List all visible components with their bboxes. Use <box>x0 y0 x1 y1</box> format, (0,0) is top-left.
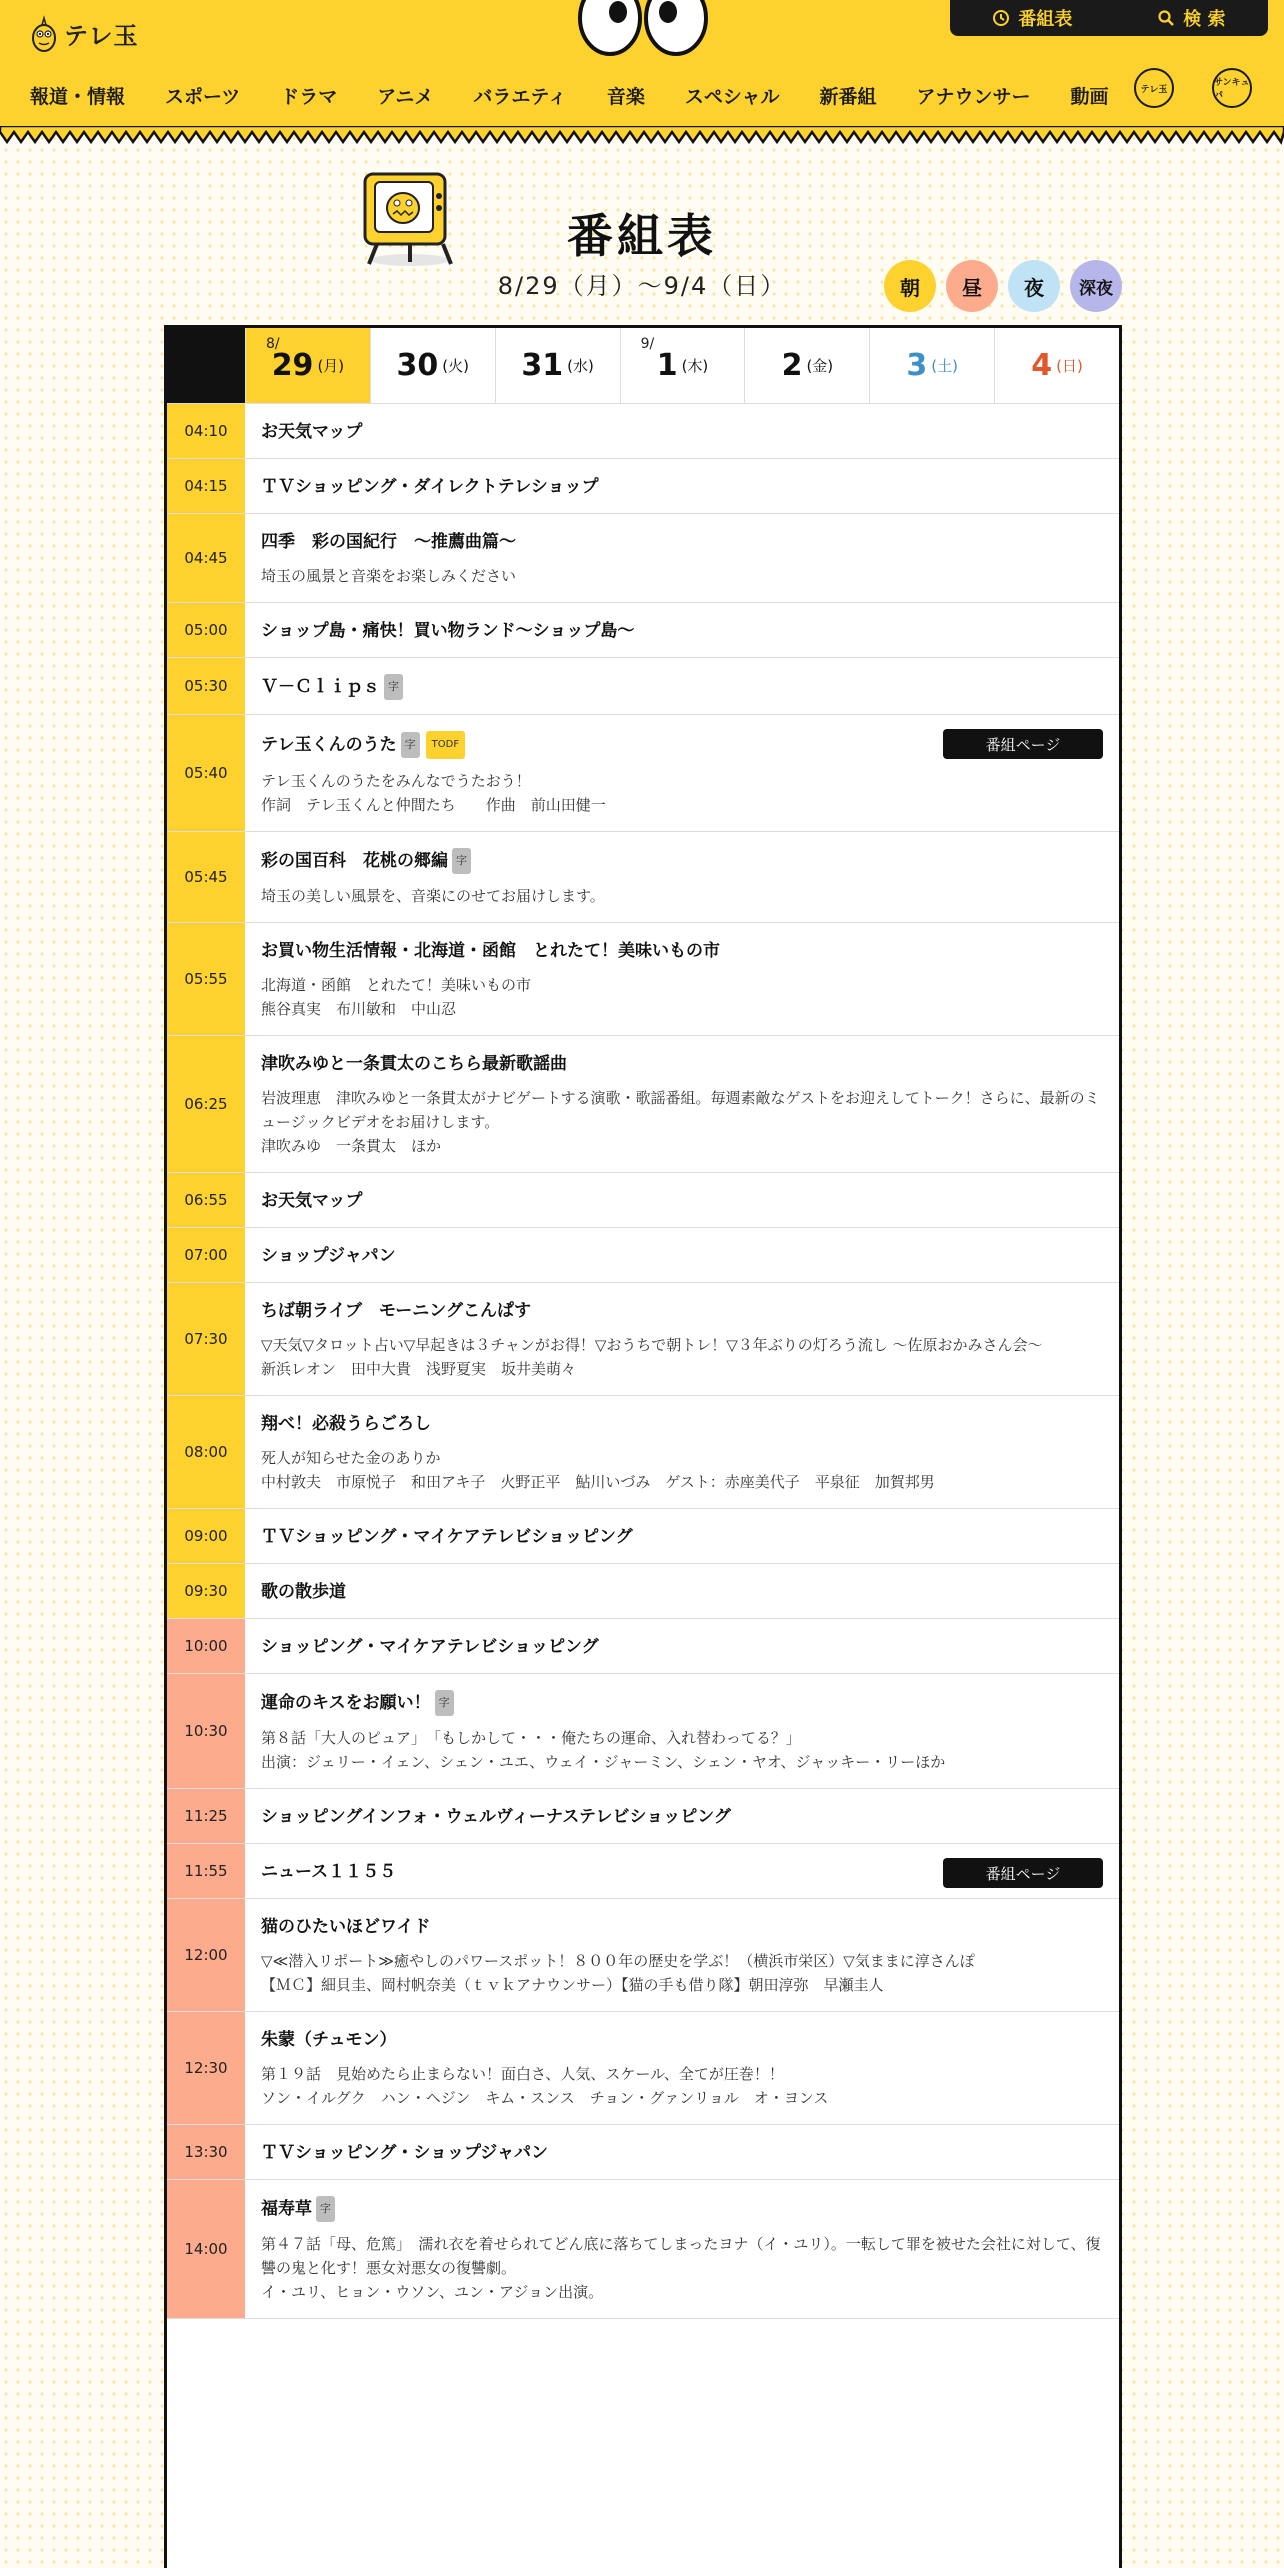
subtitle-badge: 字 <box>452 848 471 874</box>
nav-item-news[interactable]: 報道・情報 <box>30 86 126 108</box>
subtitle-badge: 字 <box>435 1690 454 1716</box>
program-row <box>167 1899 1119 2012</box>
program-list <box>167 404 1119 2319</box>
date-day: 1 <box>656 348 678 383</box>
program-row <box>167 404 1119 459</box>
subtitle-badge: 字 <box>401 732 420 758</box>
program-title[interactable]: お買い物生活情報・北海道・函館 とれたて！美味いもの市 <box>261 941 720 961</box>
program-time: 05:30 <box>167 658 245 714</box>
program-description: 北海道・函館 とれたて！美味いもの市 <box>261 976 532 994</box>
program-time: 06:25 <box>167 1036 245 1172</box>
nav-item-sports[interactable]: スポーツ <box>165 86 241 108</box>
filter-night[interactable]: 夜 <box>1008 260 1060 312</box>
program-time: 04:15 <box>167 459 245 513</box>
program-row <box>167 2125 1119 2180</box>
sankyupa-label: サンキュパ <box>1214 78 1250 101</box>
program-title-line <box>261 939 1103 963</box>
program-cell[interactable] <box>245 658 1119 714</box>
tele-tama-mascot-icon <box>30 14 58 52</box>
date-tab[interactable] <box>994 328 1119 403</box>
program-cell[interactable] <box>245 1789 1119 1843</box>
program-time: 10:30 <box>167 1674 245 1788</box>
search-button-label: 検 索 <box>1183 9 1226 30</box>
date-day: 31 <box>521 348 564 383</box>
program-title-line <box>261 2028 1103 2052</box>
program-cell[interactable] <box>245 1396 1119 1508</box>
program-cell[interactable] <box>245 1899 1119 2011</box>
program-time: 09:30 <box>167 1564 245 1618</box>
search-icon <box>1157 9 1175 27</box>
program-cell[interactable] <box>245 1564 1119 1618</box>
header-zigzag-edge <box>0 126 1284 148</box>
program-row <box>167 1789 1119 1844</box>
program-row <box>167 1674 1119 1789</box>
program-time: 12:30 <box>167 2012 245 2124</box>
program-row <box>167 715 1119 832</box>
program-cell[interactable] <box>245 404 1119 458</box>
program-title-line <box>261 1244 1103 1268</box>
program-cell[interactable] <box>245 1674 1119 1788</box>
program-description: 死人が知らせた金のありか <box>261 1449 441 1467</box>
program-time: 07:00 <box>167 1228 245 1282</box>
date-day: 30 <box>396 348 439 383</box>
program-description: 埼玉の風景と音楽をお楽しみください <box>261 567 517 585</box>
program-row <box>167 459 1119 514</box>
todf-badge: TODF <box>426 731 465 759</box>
program-title[interactable]: 歌の散歩道 <box>261 1582 346 1602</box>
program-cell[interactable] <box>245 1173 1119 1227</box>
program-time: 05:45 <box>167 832 245 922</box>
program-cell[interactable] <box>245 514 1119 602</box>
program-time: 05:55 <box>167 923 245 1035</box>
program-title[interactable]: ＴＶショッピング・ダイレクトテレショップ <box>261 477 599 497</box>
program-description: 第１９話 見始めたら止まらない！面白さ、人気、スケール、全てが圧巻！！ <box>261 2065 784 2083</box>
program-row <box>167 1228 1119 1283</box>
program-cell[interactable] <box>245 459 1119 513</box>
logo-text: テレ玉 <box>64 21 139 50</box>
date-weekday: (水) <box>567 357 594 375</box>
program-title-line <box>261 1915 1103 1939</box>
program-time: 13:30 <box>167 2125 245 2179</box>
nav-item-music[interactable]: 音楽 <box>606 86 645 108</box>
date-tabs <box>167 328 1119 404</box>
program-title-line <box>261 1805 1103 1829</box>
program-row <box>167 1564 1119 1619</box>
program-cast: 熊谷真実 布川敏和 中山忍 <box>261 1000 457 1018</box>
date-tab[interactable] <box>495 328 620 403</box>
program-cell[interactable] <box>245 1509 1119 1563</box>
program-row <box>167 1173 1119 1228</box>
nav-item-special[interactable]: スペシャル <box>684 86 780 108</box>
program-title[interactable]: ＴＶショッピング・ショップジャパン <box>261 2143 548 2163</box>
program-row <box>167 658 1119 715</box>
program-cell[interactable] <box>245 2125 1119 2179</box>
program-title-line <box>261 1635 1103 1659</box>
program-title[interactable]: 福寿草 <box>261 2199 312 2219</box>
program-title[interactable]: ニュース１１５５ <box>261 1862 397 1882</box>
date-tab[interactable] <box>245 328 370 403</box>
filter-morning[interactable]: 朝 <box>884 260 936 312</box>
program-time: 12:00 <box>167 1899 245 2011</box>
program-time: 04:10 <box>167 404 245 458</box>
program-title[interactable]: ショッピング・マイケアテレビショッピング <box>261 1637 599 1657</box>
program-row <box>167 1844 1119 1899</box>
sankyupa-icon[interactable] <box>1212 68 1252 108</box>
program-description: 岩波理恵 津吹みゆと一条貫太がナビゲートする演歌・歌謡番組。毎週素敵なゲストをお迎えしてトーク！さらに、最新のミュージックビデオをお届けします。 <box>261 1089 1100 1131</box>
program-row <box>167 2180 1119 2319</box>
tele-tama-app-icon[interactable] <box>1134 68 1174 108</box>
program-description: ▽天気▽タロット占い▽早起きは３チャンがお得！▽おうちで朝トレ！▽３年ぶりの灯ろう流し ～佐原おかみさん会～ <box>261 1336 1043 1354</box>
subtitle-badge: 字 <box>316 2196 335 2222</box>
program-row <box>167 514 1119 603</box>
program-time: 14:00 <box>167 2180 245 2318</box>
program-title-line <box>261 2141 1103 2165</box>
program-cast: 新浜レオン 田中大貴 浅野夏実 坂井美萌々 <box>261 1360 577 1378</box>
program-title-line <box>261 1580 1103 1604</box>
program-time: 11:55 <box>167 1844 245 1898</box>
nav-item-new-programs[interactable]: 新番組 <box>819 86 877 108</box>
date-tab[interactable] <box>869 328 994 403</box>
program-title[interactable]: 津吹みゆと一条貫太のこちら最新歌謡曲 <box>261 1054 567 1074</box>
program-time: 08:00 <box>167 1396 245 1508</box>
program-title[interactable]: ショップジャパン <box>261 1246 396 1266</box>
date-month: 8/ <box>266 336 280 352</box>
program-title[interactable]: 翔べ！必殺うらごろし <box>261 1414 431 1434</box>
program-time: 11:25 <box>167 1789 245 1843</box>
program-row <box>167 1619 1119 1674</box>
program-description: ▽≪潜入リポート≫癒やしのパワースポット！８００年の歴史を学ぶ！（横浜市栄区）▽気ままに淳さんぽ <box>261 1952 975 1970</box>
program-cell[interactable] <box>245 1844 1119 1898</box>
filter-daytime[interactable]: 昼 <box>946 260 998 312</box>
program-time: 06:55 <box>167 1173 245 1227</box>
date-month: 9/ <box>640 336 655 352</box>
program-title-line <box>261 2196 1103 2222</box>
program-title-line <box>261 1052 1103 1076</box>
date-tab[interactable] <box>370 328 495 403</box>
nav-item-announcer[interactable]: アナウンサー <box>916 86 1031 108</box>
program-title[interactable]: 彩の国百科 花桃の郷編 <box>261 851 448 871</box>
mascot-eyes-icon <box>568 0 718 60</box>
date-weekday: (月) <box>317 357 345 375</box>
program-row <box>167 603 1119 658</box>
schedule-button[interactable] <box>992 5 1072 31</box>
program-description: 埼玉の美しい風景を、音楽にのせてお届けします。 <box>261 887 605 905</box>
program-description: 第８話「大人のピュア」 「もしかして・・・俺たちの運命、入れ替わってる？」 <box>261 1729 801 1747</box>
tele-tama-app-label: テレ玉 <box>1140 84 1168 95</box>
search-button[interactable] <box>1157 5 1225 31</box>
site-header <box>0 0 1284 132</box>
program-row <box>167 1396 1119 1509</box>
program-time: 05:00 <box>167 603 245 657</box>
date-day: 4 <box>1031 348 1053 383</box>
program-cell[interactable] <box>245 832 1119 922</box>
program-cell[interactable] <box>245 1036 1119 1172</box>
program-title-line <box>261 1299 1103 1323</box>
program-cast: 作詞 テレ玉くんと仲間たち 作曲 前山田健一 <box>261 796 606 814</box>
schedule-table <box>164 325 1122 2568</box>
program-title[interactable]: お天気マップ <box>261 422 363 442</box>
program-page-button[interactable]: 番組ページ <box>943 729 1103 759</box>
date-day: 3 <box>906 348 928 383</box>
program-cast: 【ＭＣ】細貝圭、岡村帆奈美（ｔｖｋアナウンサー）【猫の手も借り隊】朝田淳弥 早瀬圭人 <box>261 1976 884 1994</box>
program-title[interactable]: ショッピングインフォ・ウェルヴィーナステレビショッピング <box>261 1807 731 1827</box>
page-title: 番組表 <box>567 209 717 263</box>
program-time: 04:45 <box>167 514 245 602</box>
schedule-button-label: 番組表 <box>1018 9 1073 30</box>
program-title-line <box>261 1690 1103 1716</box>
program-title[interactable]: 四季 彩の国紀行 ～推薦曲篇～ <box>261 532 516 552</box>
nav-item-video[interactable]: 動画 <box>1070 86 1109 108</box>
date-weekday: (木) <box>681 357 709 375</box>
clock-icon <box>992 9 1010 27</box>
program-cast: 津吹みゆ 一条貫太 ほか <box>261 1137 442 1155</box>
program-title-line <box>261 848 1103 874</box>
date-corner <box>167 328 245 403</box>
program-time: 09:00 <box>167 1509 245 1563</box>
program-title[interactable]: ちば朝ライブ モーニングこんぱす <box>261 1301 531 1321</box>
program-title-line <box>261 674 1103 700</box>
program-title[interactable]: ショップ島・痛快！買い物ランド～ショップ島～ <box>261 621 635 641</box>
program-title[interactable]: 朱蒙（チュモン） <box>261 2030 397 2050</box>
program-title-line <box>261 1412 1103 1436</box>
program-cell[interactable] <box>245 2180 1119 2318</box>
program-description: テレ玉くんのうたをみんなでうたおう！ <box>261 772 531 790</box>
program-cast: イ・ユリ、ヒョン・ウソン、ユン・アジョン出演。 <box>261 2283 604 2301</box>
program-title-line <box>261 420 1103 444</box>
program-cell[interactable] <box>245 715 1119 831</box>
program-title[interactable]: 猫のひたいほどワイド <box>261 1917 431 1937</box>
program-title-line <box>261 530 1103 554</box>
program-row <box>167 1036 1119 1173</box>
program-title[interactable]: お天気マップ <box>261 1191 363 1211</box>
program-cell[interactable] <box>245 603 1119 657</box>
program-cell[interactable] <box>245 923 1119 1035</box>
date-weekday: (金) <box>806 357 834 375</box>
site-logo[interactable] <box>30 14 139 52</box>
filter-late-night[interactable]: 深夜 <box>1070 260 1122 312</box>
program-time: 05:40 <box>167 715 245 831</box>
program-title[interactable]: 運命のキスをお願い！ <box>261 1693 431 1713</box>
program-time: 07:30 <box>167 1283 245 1395</box>
program-title-line <box>261 1525 1103 1549</box>
program-cast: 中村敦夫 市原悦子 和田アキ子 火野正平 鮎川いづみ ゲスト：赤座美代子 平泉征 加賀邦男 <box>261 1473 935 1491</box>
top-button-bar <box>950 0 1268 36</box>
main-nav <box>30 82 1109 109</box>
program-title-line <box>261 475 1103 499</box>
program-time: 10:00 <box>167 1619 245 1673</box>
program-description: 第４７話「母、危篤」 濡れ衣を着せられてどん底に落ちてしまったヨナ（イ・ユリ）。一転して罪を被せた会社に対して、復讐の鬼と化す！悪女対悪女の復讐劇。 <box>261 2235 1101 2277</box>
program-row <box>167 1509 1119 1564</box>
date-range: 8/29（月）〜9/4（日） <box>497 272 787 300</box>
program-title-line <box>261 1189 1103 1213</box>
time-filter-group <box>884 260 1122 312</box>
date-tab[interactable] <box>620 328 745 403</box>
nav-item-variety[interactable]: バラエティ <box>473 86 567 108</box>
program-cast: 出演：ジェリー・イェン、シェン・ユエ、ウェイ・ジャーミン、シェン・ヤオ、ジャッキー・リーほか <box>261 1753 946 1771</box>
program-cell[interactable] <box>245 1228 1119 1282</box>
program-title-line <box>261 619 1103 643</box>
program-row <box>167 1283 1119 1396</box>
date-day: 2 <box>781 348 803 383</box>
program-title[interactable]: Ｖ－Ｃｌｉｐｓ <box>261 677 380 697</box>
program-row <box>167 2012 1119 2125</box>
date-day: 29 <box>271 348 314 383</box>
nav-item-drama[interactable]: ドラマ <box>280 86 338 108</box>
program-title[interactable]: テレ玉くんのうた <box>261 735 397 755</box>
program-row <box>167 832 1119 923</box>
date-weekday: (火) <box>442 357 470 375</box>
program-cell[interactable] <box>245 1283 1119 1395</box>
date-weekday: (土) <box>931 357 959 375</box>
program-cast: ソン・イルグク ハン・ヘジン キム・スンス チョン・グァンリョル オ・ヨンス <box>261 2089 829 2107</box>
subtitle-badge: 字 <box>384 674 403 700</box>
date-weekday: (日) <box>1056 357 1083 375</box>
program-page-button[interactable]: 番組ページ <box>943 1858 1103 1888</box>
date-tab[interactable] <box>744 328 869 403</box>
program-cell[interactable] <box>245 2012 1119 2124</box>
program-title[interactable]: ＴＶショッピング・マイケアテレビショッピング <box>261 1527 633 1547</box>
program-row <box>167 923 1119 1036</box>
nav-item-anime[interactable]: アニメ <box>377 86 434 108</box>
program-cell[interactable] <box>245 1619 1119 1673</box>
